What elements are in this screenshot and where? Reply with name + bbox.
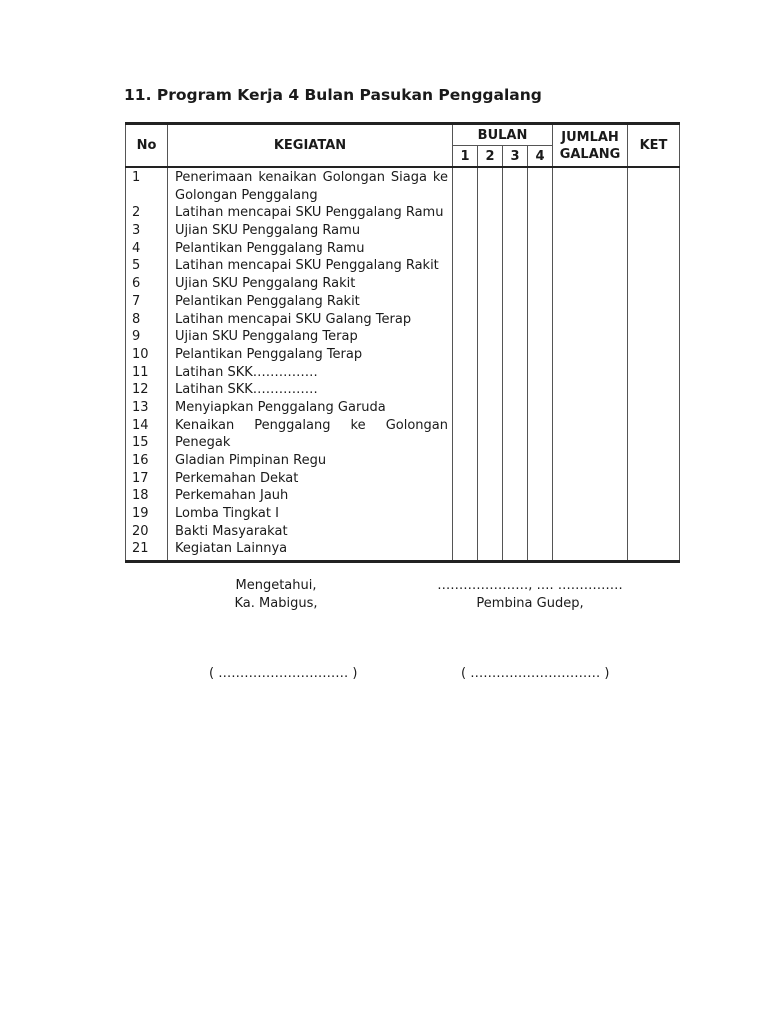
row-number: 7 <box>132 293 141 309</box>
activity-text: Penegak <box>175 435 231 451</box>
signature-name-left: ( ………………………… ) <box>209 666 358 681</box>
signature-name-right: ( ………………………… ) <box>461 666 610 681</box>
activity-text: Menyiapkan Penggalang Garuda <box>175 399 386 415</box>
row-number: 18 <box>132 488 149 504</box>
activity-text: Ujian SKU Penggalang Terap <box>175 329 358 345</box>
activity-text: Pelantikan Penggalang Terap <box>175 346 363 362</box>
place-date-placeholder: …………………, …. …………… <box>437 578 623 593</box>
month-4-cell <box>528 167 553 562</box>
header-kegiatan: KEGIATAN <box>168 124 453 168</box>
number-column <box>126 167 168 562</box>
activity-text: Kenaikan Penggalang ke Golongan <box>175 417 448 433</box>
pembina-gudep-label: Pembina Gudep, <box>476 596 584 611</box>
activity-text: Gladian Pimpinan Regu <box>175 453 327 468</box>
activity-text: Pelantikan Penggalang Rakit <box>175 293 360 309</box>
row-number: 8 <box>132 311 141 327</box>
row-number: 16 <box>132 453 149 468</box>
activity-text: Perkemahan Dekat <box>175 470 299 486</box>
row-number: 4 <box>132 240 141 256</box>
activity-text: Perkemahan Jauh <box>175 488 289 504</box>
activity-text: Pelantikan Penggalang Ramu <box>175 240 365 256</box>
activity-text: Latihan mencapai SKU Galang Terap <box>175 311 412 327</box>
row-number: 2 <box>132 205 141 221</box>
header-jumlah-galang <box>553 124 628 168</box>
header-ket: KET <box>628 124 680 168</box>
document-title: 11. Program Kerja 4 Bulan Pasukan Penggalang <box>124 86 542 104</box>
row-number <box>132 187 167 205</box>
program-table <box>125 122 680 563</box>
row-number: 5 <box>132 258 141 274</box>
activity-text: Latihan SKK…………… <box>175 382 318 398</box>
ket-cell <box>628 167 680 562</box>
row-number: 9 <box>132 329 141 345</box>
row-number: 12 <box>132 382 149 398</box>
row-number: 1 <box>132 170 141 185</box>
row-number: 6 <box>132 276 141 292</box>
row-number: 13 <box>132 399 149 415</box>
signature-right <box>425 577 635 613</box>
row-number: 21 <box>132 541 149 557</box>
activity-text: Ujian SKU Penggalang Rakit <box>175 276 356 292</box>
row-number: 17 <box>132 470 149 486</box>
ka-mabigus-label: Ka. Mabigus, <box>234 596 318 611</box>
header-month-4: 4 <box>528 146 553 168</box>
activity-text: Ujian SKU Penggalang Ramu <box>175 223 361 239</box>
jumlah-galang-cell <box>553 167 628 562</box>
header-month-1: 1 <box>453 146 478 168</box>
header-month-3: 3 <box>503 146 528 168</box>
activity-text: Latihan SKK…………… <box>175 364 318 380</box>
header-bulan: BULAN <box>453 124 553 146</box>
header-month-2: 2 <box>478 146 503 168</box>
row-number: 10 <box>132 346 149 362</box>
month-2-cell <box>478 167 503 562</box>
row-number: 11 <box>132 364 149 380</box>
month-3-cell <box>503 167 528 562</box>
mengetahui-label: Mengetahui, <box>235 578 317 593</box>
activity-text: Latihan mencapai SKU Penggalang Ramu <box>175 205 444 221</box>
row-number: 3 <box>132 223 141 239</box>
month-1-cell <box>453 167 478 562</box>
kegiatan-column <box>168 167 453 562</box>
row-number: 20 <box>132 523 149 539</box>
program-table-wrapper <box>125 122 679 563</box>
activity-text: Penerimaan kenaikan Golongan Siaga ke <box>175 170 448 185</box>
header-jumlah-line1: JUMLAH <box>561 129 619 145</box>
row-number: 14 <box>132 417 149 433</box>
row-number: 15 <box>132 435 149 451</box>
activity-text: Golongan Penggalang <box>175 187 318 203</box>
activity-text: Lomba Tingkat I <box>175 506 279 522</box>
table-body-row <box>126 167 680 562</box>
signature-left <box>196 577 356 613</box>
activity-text: Kegiatan Lainnya <box>175 541 288 557</box>
header-no: No <box>126 124 168 168</box>
header-jumlah-line2: GALANG <box>559 146 621 162</box>
activity-text: Latihan mencapai SKU Penggalang Rakit <box>175 258 439 274</box>
row-number: 19 <box>132 506 149 522</box>
activity-text: Bakti Masyarakat <box>175 523 288 539</box>
